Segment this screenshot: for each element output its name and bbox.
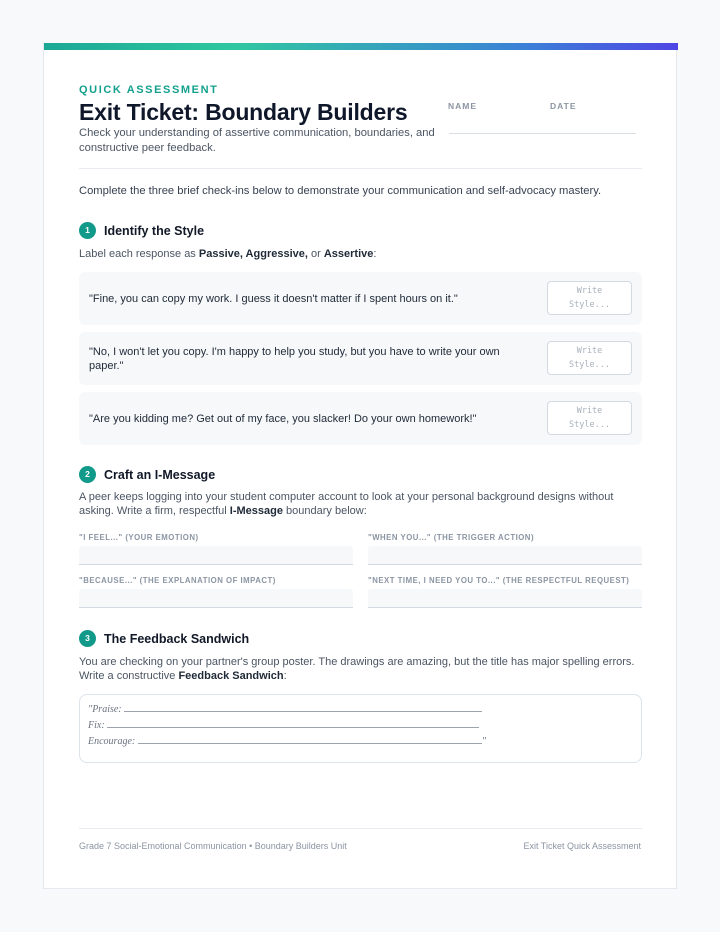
header-divider (79, 168, 642, 169)
style-quote: "No, I won't let you copy. I'm happy to help you study, but you have to write your own paper." (89, 345, 500, 372)
eyebrow-label: QUICK ASSESSMENT (79, 84, 219, 96)
praise-line[interactable]: "Praise: (88, 703, 482, 715)
when-you-label: "WHEN YOU..." (THE TRIGGER ACTION) (368, 533, 535, 542)
intro-text: Complete the three brief check-ins below to demonstrate your communication and self-advocacy mastery. (79, 185, 602, 197)
footer-course-info: Grade 7 Social-Emotional Communication • Boundary Builders Unit (79, 841, 347, 851)
i-feel-input[interactable] (79, 546, 353, 565)
fix-line[interactable]: Fix: (88, 719, 479, 731)
section-1-description: Label each response as Passive, Aggressive, or Assertive: (79, 248, 377, 260)
name-label: NAME (448, 101, 478, 111)
section-2-description: A peer keeps logging into your student computer account to look at your personal background designs without asking. Write a firm, respectful I-Message boundary below: (79, 491, 614, 517)
style-card (79, 332, 642, 385)
when-you-input[interactable] (368, 546, 642, 565)
page-subtitle: Check your understanding of assertive communication, boundaries, and constructive peer feedback. (79, 127, 435, 154)
footer-divider (79, 828, 642, 829)
section-1-number-badge: 1 (79, 222, 96, 239)
section-3-title: The Feedback Sandwich (104, 632, 250, 646)
page-title: Exit Ticket: Boundary Builders (79, 99, 408, 125)
section-2-number-badge: 2 (79, 466, 96, 483)
section-1-title: Identify the Style (104, 224, 205, 238)
style-quote: "Are you kidding me? Get out of my face, you slacker! Do your own homework!" (89, 412, 477, 425)
name-date-field[interactable] (449, 133, 636, 134)
encourage-line[interactable]: Encourage: " (88, 736, 486, 747)
because-label: "BECAUSE..." (THE EXPLANATION OF IMPACT) (79, 576, 276, 585)
section-2-title: Craft an I-Message (104, 468, 216, 482)
next-time-input[interactable] (368, 589, 642, 608)
style-answer-input[interactable]: Write Style... (547, 401, 632, 435)
style-answer-input[interactable]: Write Style... (547, 341, 632, 375)
style-answer-input[interactable]: Write Style... (547, 281, 632, 315)
section-3-number-badge: 3 (79, 630, 96, 647)
footer-ticket-label: Exit Ticket Quick Assessment (523, 841, 641, 851)
style-card (79, 272, 642, 325)
date-label: DATE (550, 101, 577, 111)
i-feel-label: "I FEEL..." (YOUR EMOTION) (79, 533, 199, 542)
because-input[interactable] (79, 589, 353, 608)
feedback-sandwich-box[interactable] (79, 694, 642, 763)
style-quote: "Fine, you can copy my work. I guess it doesn't matter if I spent hours on it." (89, 292, 458, 305)
exit-ticket-sheet (43, 43, 677, 889)
style-card (79, 392, 642, 445)
next-time-label: "NEXT TIME, I NEED YOU TO..." (THE RESPECTFUL REQUEST) (368, 576, 630, 585)
section-3-description: You are checking on your partner's group poster. The drawings are amazing, but the title has major spelling errors. Write a constructive Feedback Sandwich: (79, 656, 635, 682)
gradient-top-bar (44, 43, 678, 50)
